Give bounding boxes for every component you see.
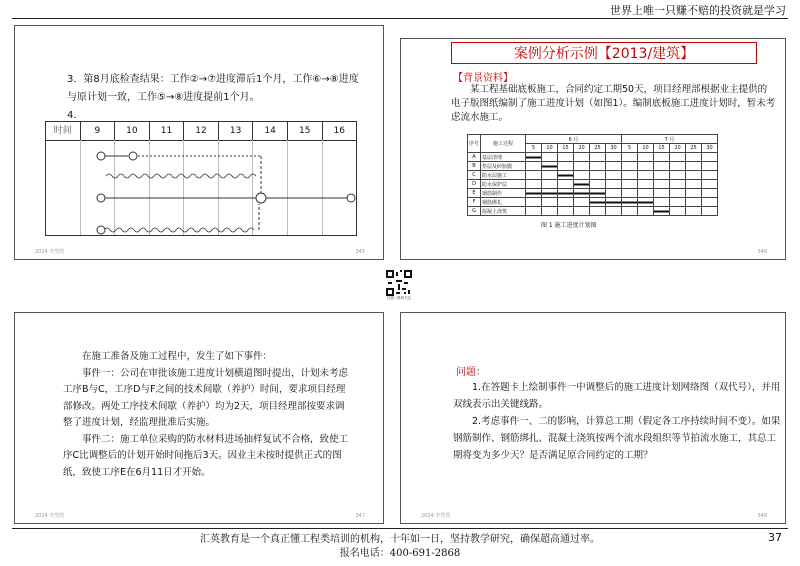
gantt-cell (574, 198, 590, 207)
gantt-cell (526, 207, 542, 216)
node-7 (129, 152, 137, 160)
slide-2 (400, 38, 786, 260)
gantt-cell (654, 162, 670, 171)
gantt-cell (574, 171, 590, 180)
gantt-day: 30 (606, 144, 622, 153)
gantt-bar (622, 198, 638, 207)
gantt-bar (558, 189, 574, 198)
gantt-cell (638, 180, 654, 189)
footer-line2: 报名电话：400-691-2868 (339, 548, 461, 559)
question-1: 1.在答题卡上绘制事件一中调整后的施工进度计划网络图（双代号），并用双线表示出关键线路。 (453, 382, 781, 410)
gantt-cell (670, 189, 686, 198)
gantt-day: 10 (638, 144, 654, 153)
header-slogan: 世界上唯一只赚不赔的投资就是学习 (610, 4, 786, 17)
gantt-cell (606, 189, 622, 198)
gantt-bar (606, 198, 622, 207)
footer-rule (12, 528, 788, 529)
gantt-cell (574, 207, 590, 216)
gantt-day: 20 (670, 144, 686, 153)
qr-caption: 扫描二维码关注 (386, 296, 412, 300)
gantt-cell (526, 162, 542, 171)
gantt-row (468, 180, 718, 189)
gantt-bar (526, 189, 542, 198)
gantt-cell (654, 153, 670, 162)
gantt-cell (638, 162, 654, 171)
gantt-bar (558, 171, 574, 180)
s3-p1: 在施工准备及施工过程中，发生了如下事件： (82, 351, 273, 362)
gantt-month-7: 7 月 (622, 135, 718, 144)
wave-6 (106, 174, 256, 178)
gantt-cell (622, 180, 638, 189)
gantt-cell (702, 189, 718, 198)
s3-p2: 事件一：公司在审批该施工进度计划横道图时提出，计划未考虑工序B与C，工序D与F之间的技术间歇（养护）时间，要求项目经理部修改。两处工序技术间歇（养护）均为2天，项目经理部按要求调整了进度计划，经监理批准后实施。 (63, 367, 349, 428)
gantt-cell (590, 162, 606, 171)
gantt-cell (526, 171, 542, 180)
gantt-cell (558, 198, 574, 207)
gantt-task-name: 混凝土浇筑 (481, 207, 526, 216)
gantt-cell (702, 171, 718, 180)
gantt-cell (638, 153, 654, 162)
gantt-day: 5 (526, 144, 542, 153)
timeline-month: 10 (114, 122, 149, 140)
page-number: 37 (768, 531, 782, 544)
gantt-caption: 图 1 施工进度计划图 (541, 222, 597, 229)
gantt-cell (654, 189, 670, 198)
gantt-cell (638, 207, 654, 216)
gantt-cell (686, 189, 702, 198)
gantt-row (468, 198, 718, 207)
timeline-header (46, 122, 356, 141)
gantt-cell (702, 180, 718, 189)
gantt-cell (574, 153, 590, 162)
gantt-task-id: D (468, 180, 481, 189)
gantt-bar (590, 198, 606, 207)
gantt-month-6: 6 月 (526, 135, 622, 144)
timeline-network (46, 140, 356, 235)
gantt-cell (526, 198, 542, 207)
gantt-task-id: C (468, 171, 481, 180)
timeline-month: 15 (287, 122, 322, 140)
timeline-table (45, 121, 357, 236)
gantt-col-seq: 序号 (468, 135, 481, 153)
gantt-task-name: 钢筋绑扎 (481, 198, 526, 207)
gantt-col-task: 施工过程 (481, 135, 526, 153)
case-title: 案例分析示例【2013/建筑】 (451, 42, 757, 64)
timeline-month: 12 (183, 122, 218, 140)
gantt-cell (590, 171, 606, 180)
gantt-task-name: 垫层及砖胎膜 (481, 162, 526, 171)
gantt-cell (702, 162, 718, 171)
bg-label: 【背景资料】 (453, 73, 513, 84)
gantt-cell (702, 153, 718, 162)
gantt-cell (670, 180, 686, 189)
gantt-cell (622, 207, 638, 216)
gantt-cell (670, 171, 686, 180)
header-rule (12, 18, 788, 19)
slide-1 (14, 25, 384, 260)
gantt-day: 30 (702, 144, 718, 153)
gantt-bar (654, 207, 670, 216)
gantt-cell (654, 198, 670, 207)
gantt-task-id: F (468, 198, 481, 207)
slide-3 (14, 312, 384, 524)
gantt-bar (542, 189, 558, 198)
gantt-cell (574, 162, 590, 171)
gantt-cell (686, 180, 702, 189)
gantt-cell (542, 198, 558, 207)
gantt-row (468, 171, 718, 180)
timeline-month: 13 (218, 122, 253, 140)
s3-footer-left: 2024·李然然 (35, 513, 65, 519)
s4-footer-right: 348 (757, 513, 767, 519)
gantt-cell (542, 207, 558, 216)
gantt-day: 25 (590, 144, 606, 153)
gantt-cell (622, 153, 638, 162)
timeline-month: 16 (322, 122, 357, 140)
gantt-cell (526, 180, 542, 189)
gantt-day: 10 (542, 144, 558, 153)
gantt-cell (606, 207, 622, 216)
gantt-row (468, 162, 718, 171)
gantt-bar (574, 189, 590, 198)
gantt-cell (670, 207, 686, 216)
node-8 (256, 193, 266, 203)
gantt-task-id: A (468, 153, 481, 162)
gantt-bar (574, 180, 590, 189)
bg-text: 某工程基础底板施工，合同约定工期50天，项目经理部根据业主提供的电子版图纸编制了施工进度计划（如图1）。编制底板施工进度计划时，暂未考虑流水施工。 (451, 84, 776, 123)
gantt-cell (622, 171, 638, 180)
gantt-cell (702, 207, 718, 216)
question-2: 2.考虑事件一、二的影响，计算总工期（假定各工序持续时间不变）。如果钢筋制作、钢筋绑扎、混凝土浇筑按两个流水段组织等节拍流水施工，其总工期将变为多少天？是否满足原合同约定的工期？ (453, 416, 781, 461)
gantt-row (468, 207, 718, 216)
gantt-task-id: E (468, 189, 481, 198)
gantt-cell (686, 171, 702, 180)
gantt-cell (606, 180, 622, 189)
gantt-day: 15 (654, 144, 670, 153)
s1-line1: 3．第8月底检查结果：工作②→⑦进度滞后1个月，工作⑥→⑧进度与原计划一致，工作⑤→⑧进度提前1个月。 (67, 74, 359, 103)
gantt-cell (542, 171, 558, 180)
gantt-cell (558, 153, 574, 162)
gantt-task-name: 防水层施工 (481, 171, 526, 180)
gantt-row (468, 153, 718, 162)
gantt-cell (542, 153, 558, 162)
gantt-cell (558, 180, 574, 189)
node-11 (347, 194, 355, 202)
gantt-cell (670, 153, 686, 162)
question-label: 问题： (456, 367, 486, 378)
gantt-cell (590, 153, 606, 162)
footer-line1: 汇英教育是一个真正懂工程类培训的机构，十年如一日，坚持教学研究，确保超高通过率。 (200, 534, 600, 545)
gantt-cell (638, 189, 654, 198)
gantt-bar (526, 153, 542, 162)
s1-footer-left: 2024·李然然 (35, 249, 65, 255)
gantt-cell (686, 162, 702, 171)
timeline-header-label: 时间 (53, 126, 72, 136)
gantt-task-id: B (468, 162, 481, 171)
node-6 (97, 194, 105, 202)
gantt-cell (558, 162, 574, 171)
gantt-cell (606, 162, 622, 171)
gantt-cell (686, 153, 702, 162)
gantt-task-id: G (468, 207, 481, 216)
gantt-cell (670, 198, 686, 207)
gantt-table (467, 134, 718, 216)
s3-footer-right: 347 (355, 513, 365, 519)
s1-footer-right: 345 (355, 249, 365, 255)
gantt-day: 20 (574, 144, 590, 153)
s3-p3: 事件二：施工单位采购的防水材料进场抽样复试不合格，致使工序C比调整后的计划开始时间拖后3天。因业主未按时提供正式的图纸，致使工序E在6月11日才开始。 (63, 433, 349, 478)
node-2 (97, 152, 105, 160)
node-5 (97, 226, 105, 234)
gantt-day: 25 (686, 144, 702, 153)
gantt-cell (590, 180, 606, 189)
s4-footer-left: 2024·李然然 (421, 513, 451, 519)
gantt-cell (654, 180, 670, 189)
wave-5 (104, 228, 254, 232)
gantt-cell (670, 162, 686, 171)
gantt-cell (686, 198, 702, 207)
gantt-bar (542, 162, 558, 171)
gantt-cell (590, 207, 606, 216)
gantt-cell (606, 153, 622, 162)
gantt-day: 15 (558, 144, 574, 153)
gantt-cell (638, 171, 654, 180)
gantt-row (468, 189, 718, 198)
gantt-task-name: 钢筋制作 (481, 189, 526, 198)
gantt-cell (606, 171, 622, 180)
s1-line2: 4． (67, 110, 84, 121)
timeline-month: 9 (80, 122, 115, 140)
gantt-cell (702, 198, 718, 207)
gantt-cell (686, 207, 702, 216)
gantt-task-name: 基层清理 (481, 153, 526, 162)
qr-code (386, 270, 412, 296)
gantt-bar (638, 198, 654, 207)
gantt-cell (654, 171, 670, 180)
gantt-task-name: 防水保护层 (481, 180, 526, 189)
gantt-day: 5 (622, 144, 638, 153)
gantt-cell (622, 162, 638, 171)
gantt-cell (558, 207, 574, 216)
gantt-bar (590, 189, 606, 198)
gantt-cell (622, 189, 638, 198)
timeline-month: 11 (149, 122, 184, 140)
s2-footer-right: 346 (757, 249, 767, 255)
gantt-cell (542, 180, 558, 189)
slide-4 (400, 312, 786, 524)
timeline-month: 14 (252, 122, 287, 140)
